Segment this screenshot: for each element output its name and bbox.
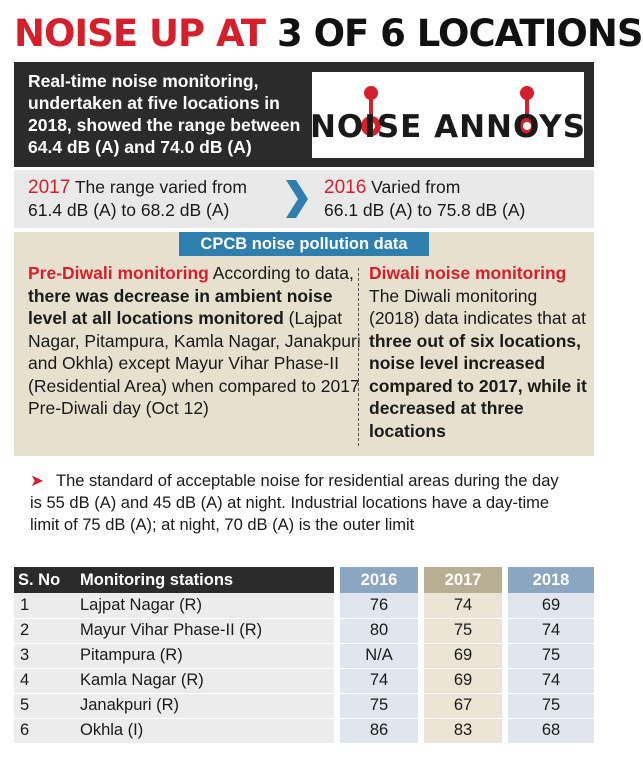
row-2018: 75 <box>508 693 594 718</box>
row-station: Lajpat Nagar (R) <box>76 593 334 618</box>
row-2017: 69 <box>424 643 502 668</box>
row-station: Janakpuri (R) <box>76 693 334 718</box>
row-2016: 75 <box>340 693 418 718</box>
row-2018: 69 <box>508 593 594 618</box>
row-station: Mayur Vihar Phase-II (R) <box>76 618 334 643</box>
monitoring-table <box>14 567 594 744</box>
pre-diwali-t2: (Lajpat Nagar, Pitampura, Kamla Nagar, Janakpuri and Okhla) except Mayur Vihar Phase-II (Residential Area) when compared to 2017 Pre-Diwali day (Oct 12) <box>28 308 361 418</box>
diwali-bold: three out of six locations, noise level increased compared to 2017, while it decreased at three locations <box>369 330 587 441</box>
year-2016-label: 2016 <box>324 177 367 198</box>
row-sno: 4 <box>14 668 76 693</box>
row-2016: 74 <box>340 668 418 693</box>
pre-diwali-text <box>28 262 362 420</box>
row-2018: 74 <box>508 668 594 693</box>
row-2017: 83 <box>424 718 502 743</box>
row-sno: 1 <box>14 593 76 618</box>
row-2016: N/A <box>340 643 418 668</box>
cpcb-title: CPCB noise pollution data <box>179 232 429 256</box>
row-2018: 75 <box>508 643 594 668</box>
header-sno: S. No <box>14 567 76 593</box>
cpcb-section <box>14 232 594 456</box>
row-2017: 67 <box>424 693 502 718</box>
pre-diwali-t1: According to data, <box>208 263 354 283</box>
row-2017: 75 <box>424 618 502 643</box>
logo-text: NOISE ANNOYS <box>309 109 587 145</box>
header-2018: 2018 <box>508 567 594 593</box>
chevron-right-icon <box>284 178 310 220</box>
row-2016: 76 <box>340 593 418 618</box>
column-divider <box>358 268 359 446</box>
year-2017-block <box>28 176 288 221</box>
year-2016-text1: Varied from <box>371 177 461 197</box>
header-2016: 2016 <box>340 567 418 593</box>
pre-diwali-heading: Pre-Diwali monitoring <box>28 263 209 283</box>
table-row <box>14 643 594 668</box>
row-2017: 69 <box>424 668 502 693</box>
table-row <box>14 593 594 618</box>
headline-red-part: NOISE UP AT <box>14 12 266 55</box>
row-2018: 74 <box>508 618 594 643</box>
year-2017-text2: 61.4 dB (A) to 68.2 dB (A) <box>28 200 230 220</box>
row-sno: 5 <box>14 693 76 718</box>
row-station: Kamla Nagar (R) <box>76 668 334 693</box>
speaker-note-icon <box>309 80 587 150</box>
headline-dark-part: 3 OF 6 LOCATIONS <box>276 12 643 55</box>
table-row <box>14 668 594 693</box>
row-2017: 74 <box>424 593 502 618</box>
year-2016-text2: 66.1 dB (A) to 75.8 dB (A) <box>324 200 526 220</box>
row-2016: 80 <box>340 618 418 643</box>
header-2017: 2017 <box>424 567 502 593</box>
year-2016-block <box>324 176 589 221</box>
year-comparison <box>14 170 594 228</box>
row-2018: 68 <box>508 718 594 743</box>
intro-text: Real-time noise monitoring, undertaken at five locations in 2018, showed the range between 64.4 dB (A) and 74.0 dB (A) <box>28 71 301 157</box>
standard-text: The standard of acceptable noise for residential areas during the day is 55 dB (A) and 45 dB (A) at night. Industrial locations have a day-time limit of 75 dB (A); at night, 70 dB (A) is the outer limit <box>30 472 559 534</box>
year-2017-text1: The range varied from <box>74 177 247 197</box>
row-sno: 3 <box>14 643 76 668</box>
table-row <box>14 618 594 643</box>
pre-diwali-bold: there was decrease in ambient noise level at all locations monitored <box>28 285 333 328</box>
intro-box <box>14 62 594 167</box>
row-station: Pitampura (R) <box>76 643 334 668</box>
noise-standard-note <box>30 470 570 536</box>
row-sno: 6 <box>14 718 76 743</box>
diwali-t1: The Diwali monitoring (2018) data indicates that at <box>369 285 586 328</box>
row-station: Okhla (I) <box>76 718 334 743</box>
header-station: Monitoring stations <box>76 567 334 593</box>
row-2016: 86 <box>340 718 418 743</box>
arrow-right-icon: ➤ <box>30 472 44 490</box>
table-header-row <box>14 567 594 593</box>
table-row <box>14 718 594 743</box>
row-sno: 2 <box>14 618 76 643</box>
diwali-heading: Diwali noise monitoring <box>369 263 567 283</box>
diwali-text <box>369 262 591 442</box>
headline <box>14 8 643 60</box>
noise-annoys-logo <box>309 72 587 158</box>
table-row <box>14 693 594 718</box>
year-2017-label: 2017 <box>28 177 71 198</box>
